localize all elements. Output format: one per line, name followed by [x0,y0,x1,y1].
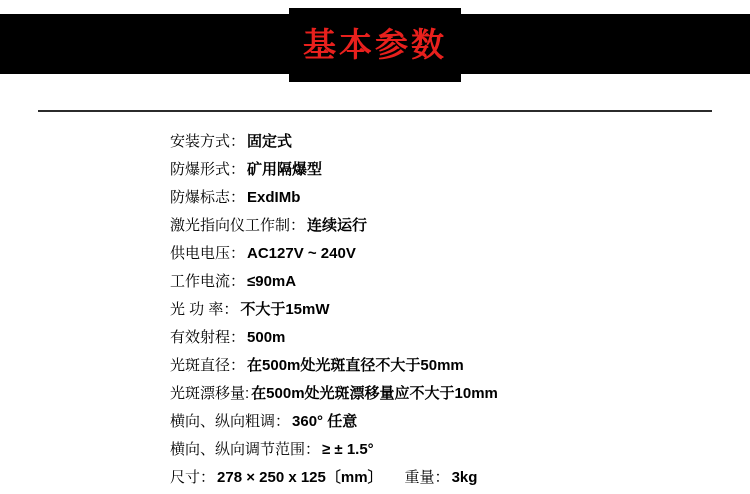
spec-value: 不大于15mW [240,301,330,318]
spec-row [170,270,710,298]
spec-value: ≤90mA [247,273,297,290]
spec-label: 光 功 率： [170,301,239,318]
spec-row [170,410,710,438]
spec-row [170,354,710,382]
spec-value: ≥ ± 1.5° [322,441,374,458]
spec-value: 在500m处光斑直径不大于50mm [247,357,464,374]
spec-value: ExdIMb [247,189,301,206]
spec-value: 连续运行 [307,217,368,234]
spec-row [170,466,710,494]
spec-row [170,158,710,186]
spec-row [170,242,710,270]
spec-value: 278 × 250 x 125〔mm〕 [217,469,383,486]
spec-label: 激光指向仪工作制： [170,217,306,234]
spec-value: 500m [247,329,286,346]
spec-value: 矿用隔爆型 [247,161,323,178]
spec-row [170,186,710,214]
spec-label: 供电电压： [170,245,246,262]
spec-row [170,438,710,466]
spec-value: 在500m处光斑漂移量应不大于10mm [251,385,498,402]
spec-label: 防爆标志： [170,189,246,206]
page-title: 基本参数 [303,25,447,64]
spec-label: 光斑直径： [170,357,246,374]
spec-row [170,130,710,158]
spec-value: 固定式 [247,133,293,150]
spec-row [170,326,710,354]
spec-list [170,130,710,494]
spec-row [170,382,710,410]
spec-row [170,214,710,242]
spec-label: 安装方式： [170,133,246,150]
divider [38,110,712,112]
header-banner [0,0,750,92]
spec-label: 光斑漂移量: [170,385,250,402]
spec-row [170,298,710,326]
spec-extra-value: 3kg [451,469,478,486]
spec-label: 工作电流： [170,273,246,290]
spec-label: 有效射程： [170,329,246,346]
spec-value: AC127V ~ 240V [247,245,356,262]
spec-label: 尺寸： [170,469,216,486]
spec-label: 防爆形式： [170,161,246,178]
spec-extra-label: 重量： [404,469,450,486]
spec-label: 横向、纵向粗调： [170,413,291,430]
spec-value: 360° 任意 [292,413,358,430]
spec-label: 横向、纵向调节范围： [170,441,321,458]
